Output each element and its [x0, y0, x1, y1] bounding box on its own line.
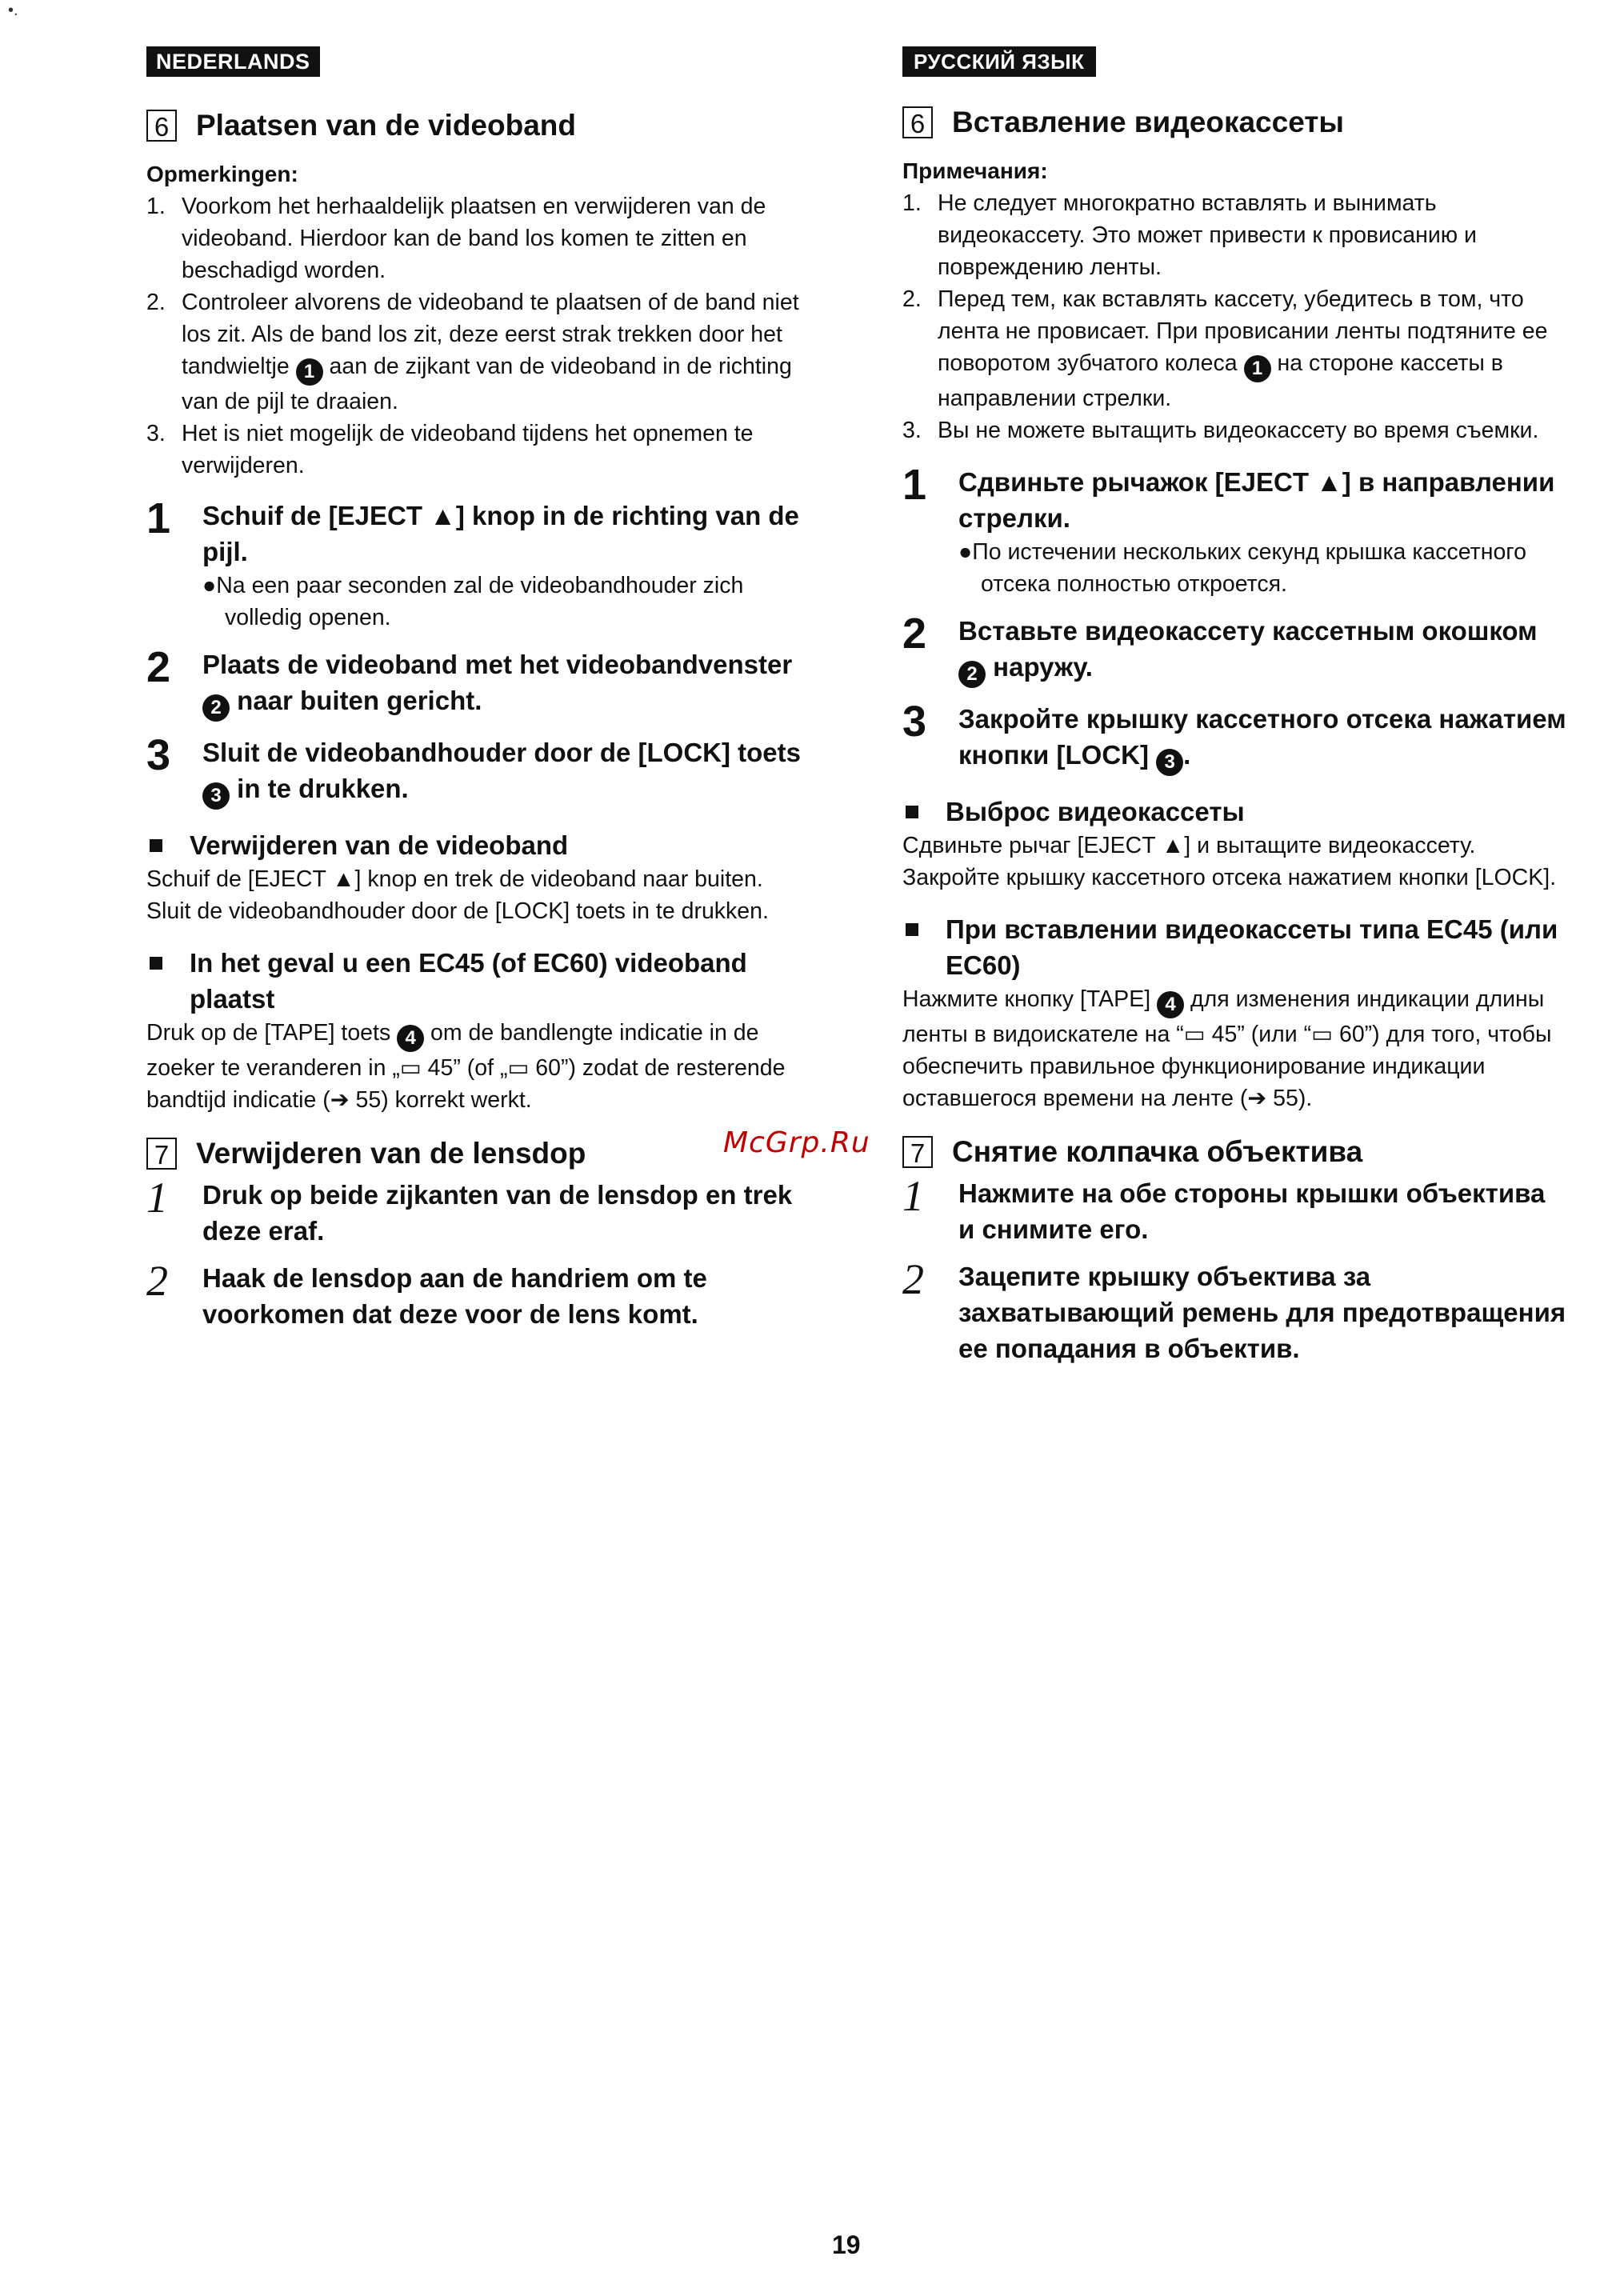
step-note: ●Na een paar seconden zal de videobandhouder zich volledig openen. — [202, 573, 744, 630]
note-number: 2. — [902, 286, 922, 312]
step-text — [202, 734, 810, 810]
language-badge: NEDERLANDS — [146, 46, 320, 77]
subsection-remove-heading — [902, 794, 1566, 830]
step-1 — [902, 461, 1566, 536]
page-number: 19 — [832, 2230, 861, 2259]
step-text-part: . — [1183, 740, 1191, 770]
section-title: Снятие колпачка объектива — [952, 1135, 1363, 1168]
callout-number-icon: 2 — [202, 694, 230, 722]
step-text-part: Закройте крышку кассетного отсека нажатием кнопки [LOCK] — [958, 704, 1566, 770]
notes-list — [902, 187, 1566, 446]
paragraph — [902, 983, 1566, 1114]
step-number: 3 — [146, 731, 171, 779]
paragraph-part: для изменения индикации длины ленты в видоискателе на “▭ 45” (или “▭ 60”) для того, чтобы обеспечить правильное функционирование индикации оставшегося времени на ленте (➔ 55). — [902, 986, 1552, 1111]
step-7-2 — [146, 1257, 810, 1332]
step-text: Сдвиньте рычажок [EJECT ▲] в направлении стрелки. — [958, 467, 1555, 533]
note-item — [146, 190, 810, 286]
square-bullet-icon — [906, 806, 918, 818]
note-number: 2. — [146, 290, 166, 315]
note-item — [902, 414, 1566, 446]
step-number: 1 — [902, 1172, 924, 1220]
callout-number-icon: 3 — [1156, 749, 1183, 776]
note-text: Не следует многократно вставлять и вынимать видеокассету. Это может привести к провисанию и повреждению ленты. — [938, 190, 1477, 280]
step-text — [202, 646, 810, 722]
notes-list — [146, 190, 810, 482]
notes-heading: Примечания: — [902, 158, 1048, 183]
step-text: Druk op beide zijkanten van de lensdop en trek deze eraf. — [202, 1180, 793, 1246]
step-number: 1 — [146, 494, 171, 542]
step-7-1 — [902, 1172, 1566, 1247]
note-item — [902, 187, 1566, 283]
step-number: 2 — [902, 1255, 924, 1303]
step-number: 1 — [902, 461, 927, 509]
step-text: Schuif de [EJECT ▲] knop in de richting van de pijl. — [202, 501, 799, 566]
step-2 — [902, 610, 1566, 688]
callout-number-icon: 4 — [397, 1025, 424, 1052]
paragraph-part: Нажмите кнопку [TAPE] — [902, 986, 1151, 1012]
step-number: 2 — [902, 610, 927, 658]
note-text: Перед тем, как вставлять кассету, убедитесь в том, что лента не провисает. При провисании ленты подтяните ее поворотом зубчатого колеса — [938, 286, 1548, 376]
note-item — [146, 286, 810, 418]
watermark: McGrp.Ru — [723, 1126, 870, 1159]
subsection-title: При вставлении видеокассеты типа EC45 (или EC60) — [946, 914, 1558, 980]
paragraph: Закройте крышку кассетного отсека нажатием кнопки [LOCK]. — [902, 865, 1557, 890]
callout-number-icon: 3 — [202, 782, 230, 810]
paragraph-part: Druk op de [TAPE] toets — [146, 1020, 391, 1046]
paragraph — [146, 1017, 810, 1116]
note-text: Voorkom het herhaaldelijk plaatsen en verwijderen van de videoband. Hierdoor kan de band los komen te zitten en beschadigd worden. — [182, 194, 766, 283]
note-number: 1. — [146, 194, 166, 219]
section-number: 6 — [902, 106, 933, 138]
subsection-ec45-heading — [146, 945, 810, 1017]
step-7-2 — [902, 1255, 1566, 1366]
subsection-ec45-heading — [902, 911, 1566, 983]
column-russian — [902, 46, 1566, 1366]
step-number: 1 — [146, 1174, 168, 1222]
square-bullet-icon — [150, 957, 162, 970]
note-item — [146, 418, 810, 482]
step-7-1 — [146, 1174, 810, 1249]
section-title: Verwijderen van de lensdop — [196, 1137, 586, 1170]
step-2 — [146, 643, 810, 722]
callout-number-icon: 1 — [296, 358, 323, 386]
paragraph: Schuif de [EJECT ▲] knop en trek de videoband naar buiten. Sluit de videobandhouder door de [LOCK] toets in te drukken. — [146, 866, 769, 924]
callout-number-icon: 2 — [958, 661, 986, 688]
note-text: на стороне кассеты в направлении стрелки. — [938, 350, 1503, 411]
step-text-part: Sluit de videobandhouder door de [LOCK] toets — [202, 738, 801, 767]
note-text: Het is niet mogelijk de videoband tijdens het opnemen te verwijderen. — [182, 421, 754, 478]
paragraph-part: om de bandlengte indicatie in de zoeker te veranderen in „▭ 45” (of „▭ 60”) zodat de resterende bandtijd indicatie (➔ 55) korrekt werkt. — [146, 1020, 786, 1113]
square-bullet-icon — [906, 923, 918, 936]
step-text-part: in te drukken. — [237, 774, 409, 803]
section-6-heading — [902, 106, 1566, 139]
step-text: Haak de lensdop aan de handriem om te voorkomen dat deze voor de lens komt. — [202, 1263, 707, 1329]
note-text: aan de zijkant van de videoband in de richting van de pijl te draaien. — [182, 354, 792, 414]
step-text — [958, 613, 1566, 688]
step-number: 2 — [146, 643, 171, 691]
step-text-part: naar buiten gericht. — [237, 686, 482, 715]
step-3 — [902, 698, 1566, 776]
notes-heading: Opmerkingen: — [146, 162, 298, 186]
note-item — [902, 283, 1566, 414]
callout-number-icon: 4 — [1157, 991, 1184, 1018]
square-bullet-icon — [150, 839, 162, 852]
section-7-heading — [146, 1137, 810, 1170]
step-text — [958, 701, 1566, 776]
section-title: Plaatsen van de videoband — [196, 109, 576, 142]
section-number: 7 — [902, 1136, 933, 1168]
section-title: Вставление видеокассеты — [952, 106, 1345, 138]
step-number: 3 — [902, 698, 927, 746]
step-text: Зацепите крышку объектива за захватывающий ремень для предотвращения ее попадания в объектив. — [958, 1262, 1566, 1363]
step-text-part: наружу. — [993, 652, 1093, 682]
section-number: 7 — [146, 1138, 177, 1170]
subsection-title: In het geval u een EC45 (of EC60) videoband plaatst — [190, 948, 747, 1014]
section-number: 6 — [146, 110, 177, 142]
subsection-remove-heading — [146, 827, 810, 863]
step-text-part: Plaats de videoband met het videobandvenster — [202, 650, 793, 679]
section-6-heading — [146, 109, 810, 142]
subsection-title: Выброс видеокассеты — [946, 797, 1245, 826]
corner-mark: •. — [8, 2, 18, 19]
step-1 — [146, 494, 810, 570]
note-number: 3. — [146, 421, 166, 446]
note-number: 1. — [902, 190, 922, 216]
step-note: ●По истечении нескольких секунд крышка кассетного отсека полностью откроется. — [958, 539, 1526, 597]
note-text: Controleer alvorens de videoband te plaatsen of de band niet los zit. Als de band los zit, deze eerst strak trekken door het tandwieltje — [182, 290, 799, 379]
section-7-heading — [902, 1135, 1566, 1169]
language-badge: РУССКИЙ ЯЗЫК — [902, 46, 1096, 77]
step-3 — [146, 731, 810, 810]
note-number: 3. — [902, 418, 922, 443]
column-dutch — [146, 46, 810, 1332]
callout-number-icon: 1 — [1244, 355, 1271, 382]
paragraph: Сдвиньте рычаг [EJECT ▲] и вытащите видеокассету. — [902, 833, 1476, 858]
step-number: 2 — [146, 1257, 168, 1305]
step-text: Нажмите на обе стороны крышки объектива и снимите его. — [958, 1178, 1546, 1244]
subsection-title: Verwijderen van de videoband — [190, 830, 569, 860]
note-text: Вы не можете вытащить видеокассету во время съемки. — [938, 418, 1539, 443]
step-text-part: Вставьте видеокассету кассетным окошком — [958, 616, 1538, 646]
